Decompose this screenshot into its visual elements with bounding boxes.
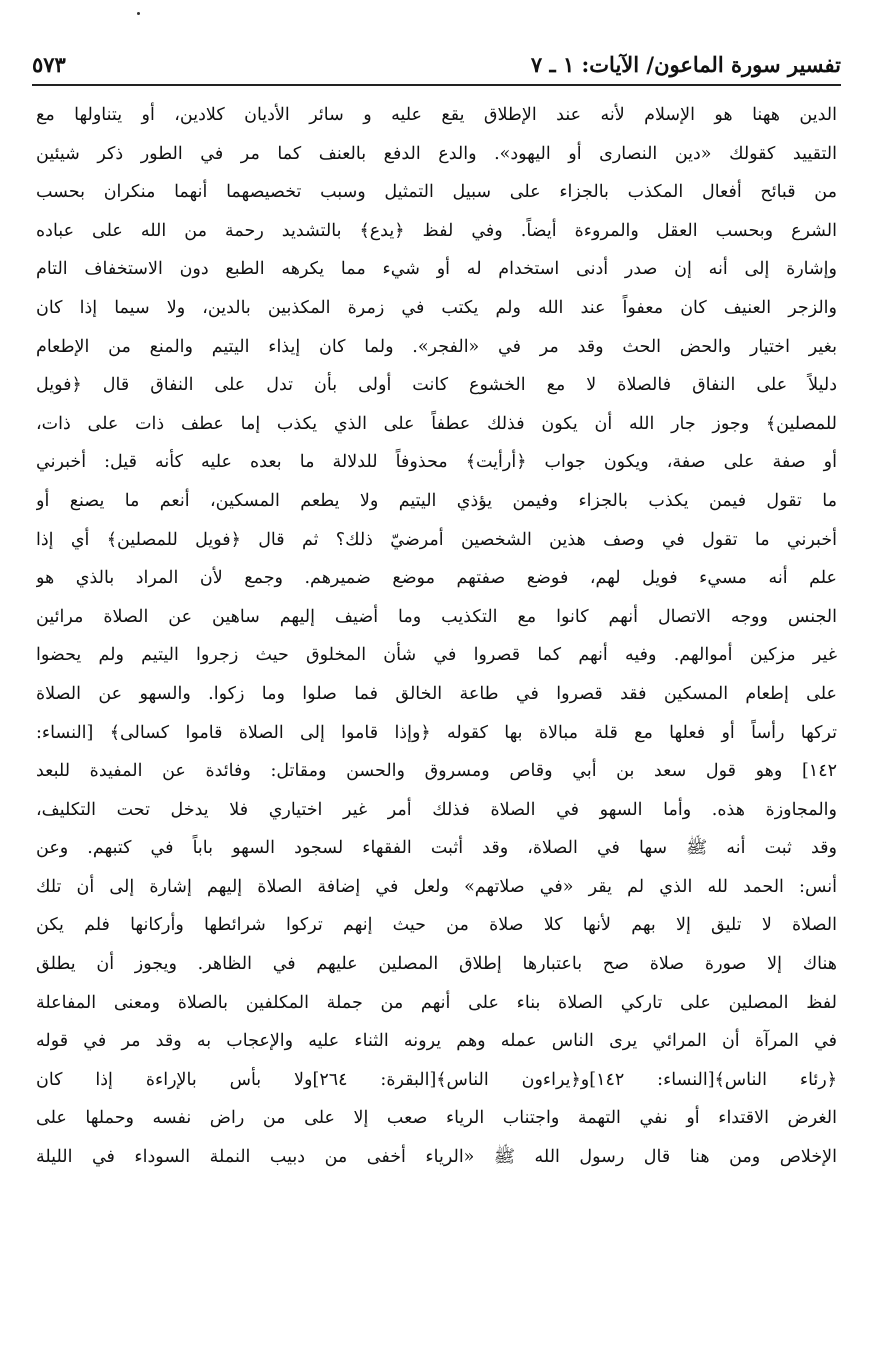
text-line: للمصلين﴾ وجوز جار الله أن يكون فذلك عطفاً على الذي يكذب إما عطف ذات على ذات، <box>36 413 837 434</box>
text-line: وقد ثبت أنه ﷺ سها في الصلاة، وقد أثبت الفقهاء لسجود السهو باباً في كتبهم. وعن <box>36 838 837 859</box>
text-line: والمجاوزة هذه. وأما السهو في الصلاة فذلك أمر غير اختياري فلا يدخل تحت التكليف، <box>36 799 837 820</box>
text-line: الجنس ووجه الاتصال أنهم كانوا مع التكذيب وما أضيف إليهم ساهين عن الصلاة مرائين <box>36 606 837 627</box>
header-rule <box>32 84 841 86</box>
text-line: الشرع وبحسب العقل والمروءة أيضاً. وفي لفظ ﴿يدع﴾ بالتشديد رحمة من الله على عباده <box>36 220 837 241</box>
text-line: الدين ههنا هو الإسلام لأنه عند الإطلاق يقع عليه و سائر الأديان كلادين، أو يتناولها مع <box>36 105 837 125</box>
running-title: تفسير سورة الماعون/ الآيات: ١ ـ ٧ <box>530 51 841 77</box>
running-header <box>32 46 841 82</box>
text-line: تركها رأساً أو فعلها مع قلة مبالاة بها كقوله ﴿وإذا قاموا إلى الصلاة قاموا كسالى﴾ [النساء: <box>36 722 837 743</box>
text-line: أنس: الحمد لله الذي لم يقر «في صلاتهم» ولعل في إضافة الصلاة إليهم إشارة إلى أن تلك <box>36 876 837 897</box>
text-line: ١٤٢] وهو قول سعد بن أبي وقاص ومسروق والحسن ومقاتل: وفائدة عن المفيدة للبعد <box>36 761 837 782</box>
text-line: دليلاً على النفاق فالصلاة لا مع الخشوع كانت أولى بأن تدل على النفاق قال ﴿فويل <box>36 375 837 396</box>
text-line: غير مزكين أموالهم. وفيه أنهم كما قصروا في شأن المخلوق حيث زجروا اليتيم ولم يحضوا <box>36 645 837 666</box>
text-line: علم أنه مسيء فويل لهم، فوضع صفتهم موضع ضميرهم. وجمع لأن المراد بالذي هو <box>36 568 837 589</box>
body-text <box>36 96 837 1177</box>
text-line: الغرض الاقتداء أو نفي التهمة واجتناب الرياء صعب إلا على من راض نفسه وحملها على <box>36 1108 837 1129</box>
text-line: لفظ المصلين على تاركي الصلاة بناء على أنهم من جملة المكلفين بالصلاة ومعنى المفاعلة <box>36 992 837 1013</box>
text-line: على إطعام المسكين فقد قصروا في طاعة الخالق فما صلوا وما زكوا. والسهو عن الصلاة <box>36 683 837 704</box>
text-line: من قبائح أفعال المكذب بالجزاء على سبيل التمثيل وسبب تخصيصهما أنهما منكران بحسب <box>36 182 837 203</box>
page-number: ٥٧٣ <box>32 51 66 77</box>
text-line: بغير اختيار والحض الحث وقد مر في «الفجر». ولما كان إيذاء اليتيم والمنع من الإطعام <box>36 336 837 357</box>
text-line: في المرآة أن المرائي يرى الناس عمله وهم يرونه الثناء عليه والإعجاب به وقد مر في قوله <box>36 1031 837 1052</box>
text-line: الإخلاص ومن هنا قال رسول الله ﷺ «الرياء أخفى من دبيب النملة السوداء في الليلة <box>36 1147 837 1168</box>
text-line: التقييد كقولك «دين النصارى أو اليهود». والدع الدفع بالعنف كما مر في الطور ذكر شيئين <box>36 143 837 164</box>
text-line: ما تقول فيمن يكذب بالجزاء وفيمن يؤذي اليتيم ولا يطعم المسكين، أنعم ما يصنع أو <box>36 490 837 511</box>
text-line: ﴿رئاء الناس﴾[النساء: ١٤٢]و﴿يراءون الناس﴾[البقرة: ٢٦٤]ولا بأس بالإراءة إذا كان <box>36 1069 837 1090</box>
text-line: هناك إلا صورة صلاة صح باعتبارها إطلاق المصلين عليهم في الظاهر. ويجوز أن يطلق <box>36 954 837 975</box>
text-line: والزجر العنيف كان معفواً عند الله ولم يكتب في زمرة المكذبين بالدين، ولا سيما إذا كان <box>36 297 837 318</box>
text-line: وإشارة إلى أنه إن صدر أدنى استخدام له أو شيء مما يكرهه الطبع دون الاستخفاف التام <box>36 259 837 280</box>
text-line: أو صفة على صفة، ويكون جواب ﴿أرأيت﴾ محذوفاً للدلالة ما بعده عليه كأنه قيل: أخبرني <box>36 452 837 473</box>
stray-dot <box>137 12 140 15</box>
text-line: أخبرني ما تقول في وصف هذين الشخصين أمرضيّ ذلك؟ ثم قال ﴿فويل للمصلين﴾ أي إذا <box>36 529 837 550</box>
text-line: الصلاة لا تليق إلا بهم لأنها كلا صلاة من حيث إنهم تركوا شرائطها وأركانها فلم يكن <box>36 915 837 936</box>
